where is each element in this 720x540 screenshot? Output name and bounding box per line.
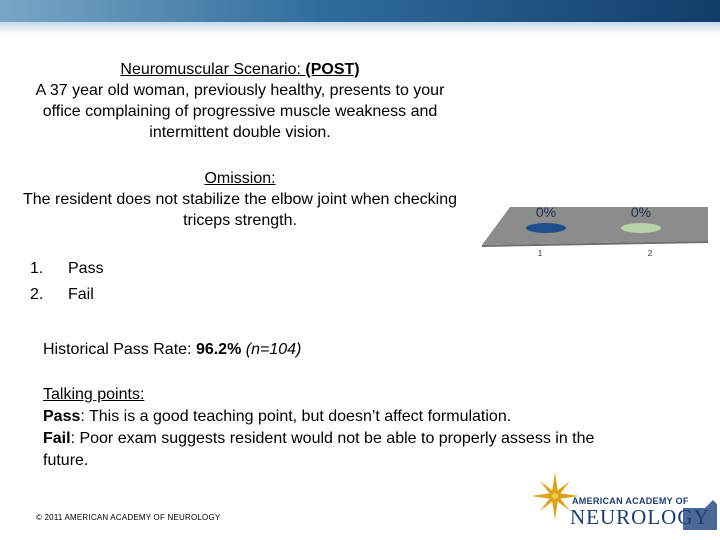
category-label-1: 1 bbox=[537, 249, 543, 258]
historical-rate: 96.2% bbox=[195, 341, 242, 358]
answer-options bbox=[30, 256, 104, 308]
option-number: 2. bbox=[30, 286, 44, 303]
response-chart bbox=[480, 195, 710, 265]
talking-points bbox=[43, 384, 643, 472]
historical-n: (n=104) bbox=[245, 341, 302, 358]
scenario-block bbox=[20, 59, 460, 143]
pass-label: Pass bbox=[43, 408, 81, 425]
option-pass[interactable] bbox=[30, 256, 104, 282]
talking-point-fail bbox=[43, 428, 643, 472]
copyright-text: © 2011 AMERICAN ACADEMY OF NEUROLOGY bbox=[36, 513, 221, 522]
logo-top-text: AMERICAN ACADEMY OF bbox=[572, 496, 689, 506]
option-number: 1. bbox=[30, 260, 44, 277]
historical-pass-rate bbox=[43, 341, 301, 359]
header-bar bbox=[0, 0, 720, 22]
pass-text: : This is a good teaching point, but doesn’t affect formulation. bbox=[80, 408, 512, 425]
talking-points-heading: Talking points: bbox=[43, 386, 145, 403]
bar-1 bbox=[526, 223, 566, 233]
header-stripe bbox=[0, 22, 720, 34]
scenario-title bbox=[20, 59, 460, 80]
bar-value-label-2: 0% bbox=[630, 204, 652, 220]
bar-2 bbox=[621, 223, 661, 233]
chart-floor bbox=[482, 207, 708, 245]
option-label: Pass bbox=[68, 260, 104, 277]
talking-point-pass bbox=[43, 406, 643, 428]
omission-block bbox=[20, 168, 460, 231]
category-label-2: 2 bbox=[647, 249, 653, 258]
omission-text: The resident does not stabilize the elbow joint when checking triceps strength. bbox=[22, 191, 458, 229]
omission-label: Omission: bbox=[204, 170, 276, 187]
fail-text: : Poor exam suggests resident would not be able to properly assess in the future. bbox=[43, 430, 595, 469]
logo-main-text: NEUROLOGY bbox=[570, 505, 710, 529]
scenario-title-prefix: Neuromuscular Scenario: bbox=[120, 61, 306, 78]
option-fail[interactable] bbox=[30, 282, 104, 308]
bar-value-label-1: 0% bbox=[535, 204, 557, 220]
fail-label: Fail bbox=[43, 430, 71, 447]
option-label: Fail bbox=[68, 286, 94, 303]
scenario-title-tag: (POST) bbox=[305, 61, 360, 78]
scenario-body: A 37 year old woman, previously healthy, presents to your office complaining of progressive muscle weakness and intermittent double vision. bbox=[35, 82, 445, 141]
historical-label: Historical Pass Rate: bbox=[43, 341, 196, 358]
